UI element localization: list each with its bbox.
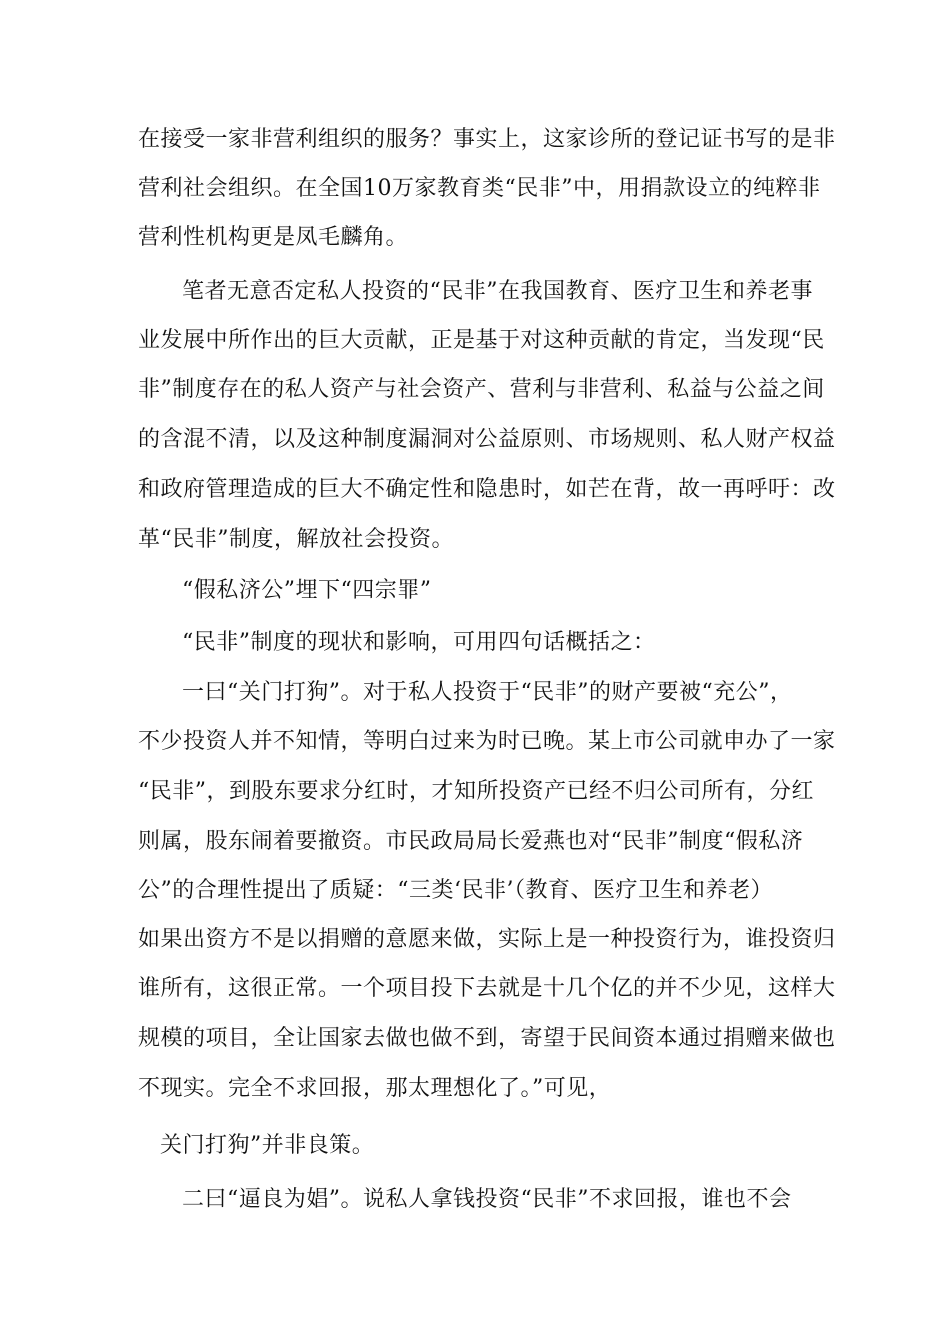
- text-line: 和政府管理造成的巨大不确定性和隐患时，如芒在背，故一再呼吁：改: [138, 477, 836, 502]
- text-line: 规模的项目，全让国家去做也做不到，寄望于民间资本通过捐赠来做也: [138, 1026, 836, 1051]
- text-line: 不少投资人并不知情，等明白过来为时已晚。某上市公司就申办了一家: [138, 729, 836, 754]
- text-line: 革“民非”制度，解放社会投资。: [138, 527, 454, 552]
- text-line: 非”制度存在的私人资产与社会资产、营利与非营利、私益与公益之间: [138, 377, 825, 402]
- text-line: 谁所有，这很正常。一个项目投下去就是十几个亿的并不少见，这样大: [138, 976, 836, 1001]
- text-line: 则属，股东闹着要撤资。市民政局局长爱燕也对“民非”制度“假私济: [138, 829, 804, 854]
- text-line: 关门打狗”并非良策。: [160, 1133, 375, 1158]
- text-line: 笔者无意否定私人投资的“民非”在我国教育、医疗卫生和养老事: [182, 279, 813, 304]
- text-line: “民非”，到股东要求分红时，才知所投资产已经不归公司所有，分红: [138, 779, 814, 804]
- section-heading: “假私济公”埋下“四宗罪”: [182, 578, 432, 603]
- text-line: 营利性机构更是凤毛麟角。: [138, 225, 409, 250]
- text-line: “民非”制度的现状和影响，可用四句话概括之：: [182, 630, 656, 655]
- text-line: 在接受一家非营利组织的服务？事实上，这家诊所的登记证书写的是非: [138, 127, 836, 152]
- text-line: 如果出资方不是以捐赠的意愿来做，实际上是一种投资行为，谁投资归: [138, 927, 836, 952]
- text-line: 二曰“逼良为娼”。说私人拿钱投资“民非”不求回报，谁也不会: [182, 1187, 792, 1212]
- text-line: 营利社会组织。在全国10万家教育类“民非”中，用捐款设立的纯粹非: [138, 176, 821, 201]
- text-line: 业发展中所作出的巨大贡献，正是基于对这种贡献的肯定，当发现“民: [138, 328, 825, 353]
- text-line: 一曰“关门打狗”。对于私人投资于“民非”的财产要被“充公”，: [182, 680, 793, 705]
- text-line: 不现实。完全不求回报，那太理想化了。”可见，: [138, 1076, 612, 1101]
- text-line: 公”的合理性提出了质疑：“三类‘民非’（教育、医疗卫生和养老）: [138, 878, 773, 903]
- text-line: 的含混不清，以及这种制度漏洞对公益原则、市场规则、私人财产权益: [138, 427, 836, 452]
